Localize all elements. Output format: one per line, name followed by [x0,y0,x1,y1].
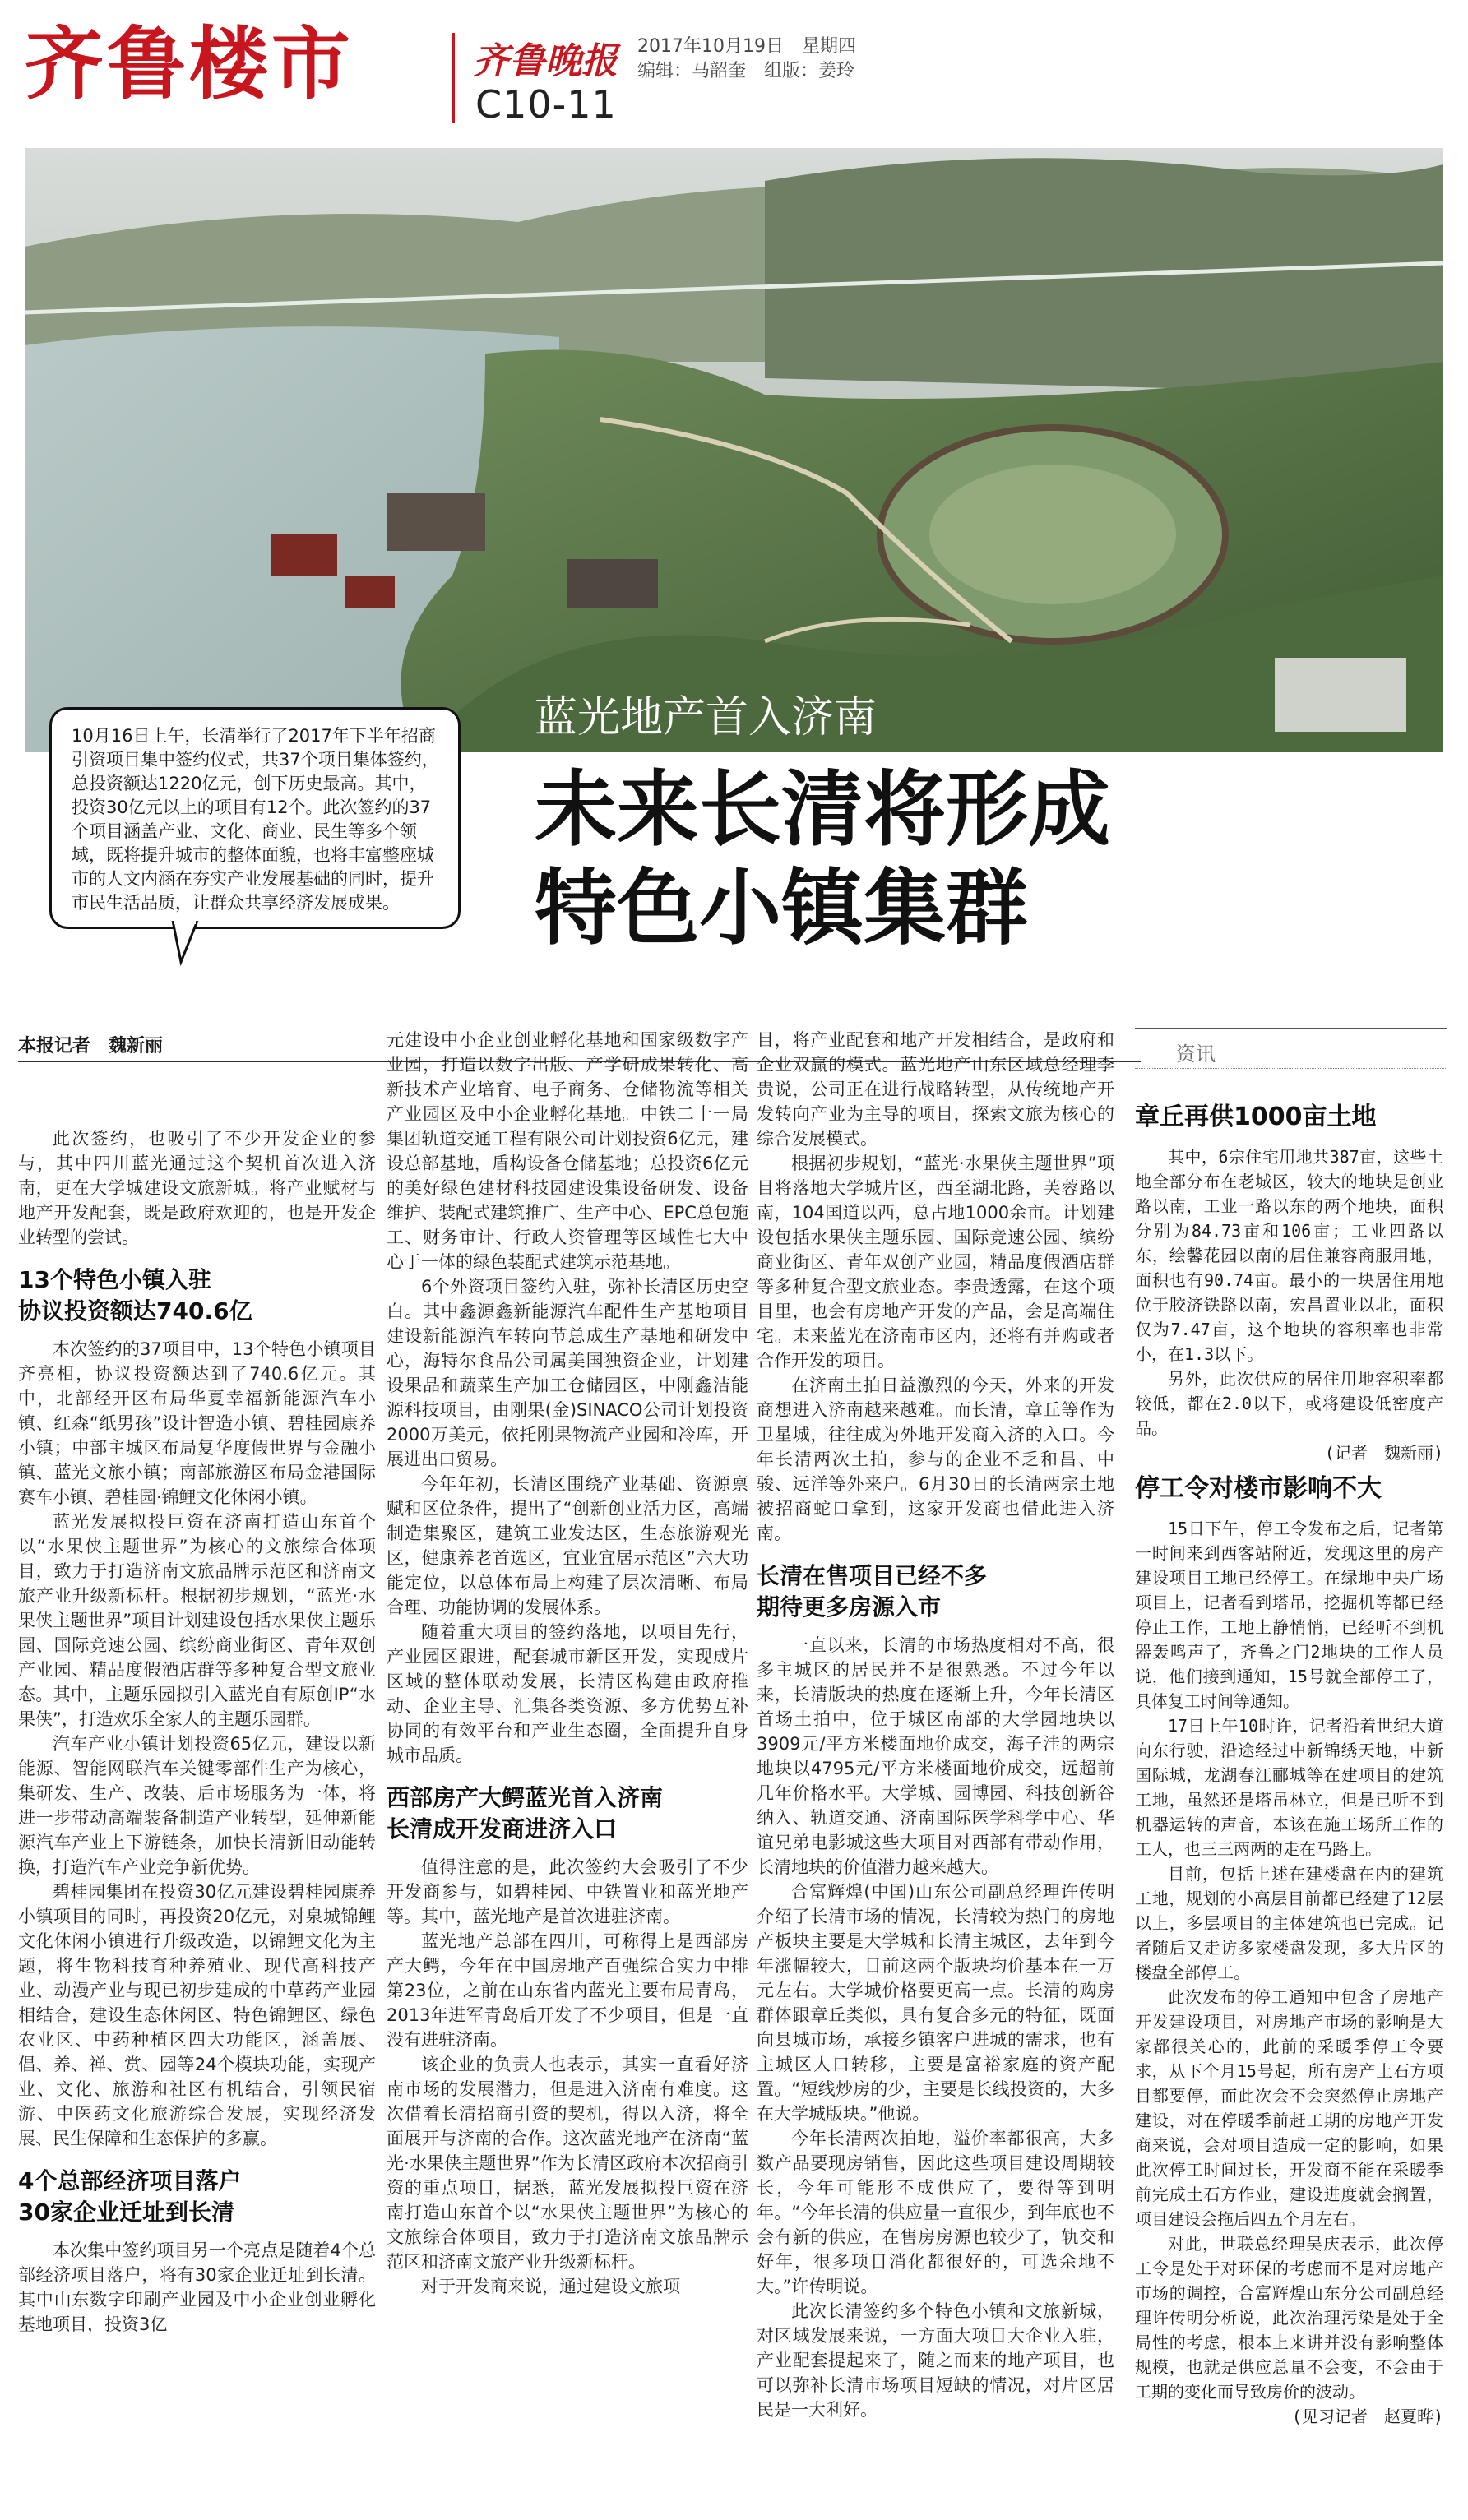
issue-weekday: 星期四 [801,36,856,57]
paragraph: 15日下午，停工令发布之后，记者第一时间来到西客站附近，发现这里的房产建设项目工地已经停工。在绿地中央广场项目上，记者看到塔吊，挖掘机等都已经停止工作，工地上静悄悄，已经听不到机器轰鸣声了，齐鲁之门2地块的工作人员说，他们接到通知，15号就全部停工了，具体复工时间等通知。 [1135,1519,1443,1711]
issue-date: 2017年10月19日 [637,36,784,57]
paragraph: 6个外资项目签约入驻，弥补长清区历史空白。其中鑫源鑫新能源汽车配件生产基地项目建设新能源汽车转向节总成生产基地和研发中心，海特尔食品公司属美国独资企业，计划建设果品和蔬菜生产加工仓储园区，中刚鑫洁能源科技项目，由刚果(金)SINACO公司计划投资2000万美元，依托刚果物流产业园和冷库，开展进出口贸易。 [387,1277,748,1469]
subheading [387,1782,748,1845]
aerial-photo-illustration [25,148,1443,752]
callout-tail [164,921,214,970]
paragraph: 根据初步规划，“蓝光·水果侠主题世界”项目将落地大学城片区，西至湖北路，芙蓉路以南，104国道以西，总占地1000余亩。计划建设包括水果侠主题乐园、国际竞速公园、缤纷商业街区、青年双创产业园，精品度假酒店群等多种复合型文旅业态。李贵透露，在这个项目里，也会有房地产开发的产品，会是高端住宅。未来蓝光在济南市区内，还将有并购或者合作开发的项目。 [757,1154,1114,1371]
headline-kicker: 蓝光地产首入济南 [535,693,878,742]
sidebar-label: 资讯 [1176,1043,1216,1066]
sidebar-signature-1: (记者 魏新丽) [1324,1443,1443,1463]
layout-credit: 组版：姜玲 [764,61,855,81]
paragraph: 该企业的负责人也表示，其实一直看好济南市场的发展潜力，但是进入济南有难度。这次借着长清招商引资的契机，得以入济，将全面展开与济南的合作。这次蓝光地产在济南“蓝光·水果侠主题世界”作为长清区政府本次招商引资的重点项目，据悉，蓝光发展拟投巨资在济南打造山东首个以“水果侠主题世界”为核心的文旅综合体项目，致力于打造济南文旅品牌示范区和济南文旅产业升级新标杆。 [387,2055,748,2272]
header-divider [452,33,455,123]
paragraph: 另外，此次供应的居住用地容积率都较低，都在2.0以下，或将建设低密度产品。 [1135,1369,1443,1438]
editor-credit: 编辑：马韶奎 [637,61,747,81]
sidebar-title-2: 停工令对楼市影响不大 [1135,1474,1382,1503]
summary-callout: 10月16日上午，长清举行了2017年下半年招商引资项目集中签约仪式，共37个项目集体签约，总投资额达1220亿元，创下历史最高。其中，投资30亿元以上的项目有12个。此次签约的37个项目涵盖产业、文化、商业、民生等多个领域，既将提升城市的整体面貌，也将丰富整座城市的人文内涵在夯实产业发展基础的同时，提升市民生活品质，让群众共享经济发展成果。 [49,707,461,929]
paragraph: 目，将产业配套和地产开发相结合，是政府和企业双赢的模式。蓝光地产山东区域总经理李贵说，公司正在进行战略转型，从传统地产开发转向产业为主导的项目，探索文旅为核心的综合发展模式。 [757,1030,1114,1149]
paragraph: 本次集中签约项目另一个亮点是随着4个总部经济项目落户，将有30家企业迁址到长清。其中山东数字印刷产业园及中小企业创业孵化基地项目，投资3亿 [18,2240,376,2334]
subheading-line: 长清在售项目已经不多 期待更多房源入市 [757,1562,988,1621]
header-meta [637,35,874,84]
paragraph: 随着重大项目的签约落地，以项目先行，产业园区跟进，配套城市新区开发，实现成片区域的整体联动发展，长清区构建由政府推动、企业主导、汇集各类资源、多方优势互补协同的有效平台和产业生态圈，全面提升自身城市品质。 [387,1622,748,1765]
subheading-line: 西部房产大鳄蓝光首入济南 长清成开发商进济入口 [387,1784,664,1843]
paragraph: 其中，6宗住宅用地共387亩，这些土地全部分布在老城区，较大的地块是创业路以南，工业一路以东的两个地块，面积分别为84.73亩和106亩；工业四路以东，绘馨花园以南的居住兼容商服用地，面积也有90.74亩。最小的一块居住用地位于胶济铁路以南，宏昌置业以北，面积仅为7.47亩，这个地块的容积率也非常小，在1.3以下。 [1135,1147,1443,1364]
paragraph: 此次签约，也吸引了不少开发企业的参与，其中四川蓝光通过这个契机首次进入济南，更在大学城建设文旅新城。将产业赋材与地产开发配套，既是政府欢迎的，也是开发企业转型的尝试。 [18,1129,376,1247]
masthead-title: 齐鲁楼市 [25,18,354,110]
paragraph: 蓝光发展拟投巨资在济南打造山东首个以“水果侠主题世界”为核心的文旅综合体项目，致力于打造济南文旅品牌示范区和济南文旅产业升级新标杆。根据初步规划，“蓝光·水果侠主题世界”项目计划建设包括水果侠主题乐园、国际竞速公园、缤纷商业街区、青年双创产业园、精品度假酒店群等多种复合型文旅业态。其中，主题乐园拟引入蓝光自有原创IP“水果侠”，打造欢乐全家人的主题乐园群。 [18,1512,376,1729]
article-column-2 [387,1028,748,2299]
paragraph: 蓝光地产总部在四川，可称得上是西部房产大鳄，今年在中国房地产百强综合实力中排第23位，之前在山东省内蓝光主要布局青岛，2013年进军青岛后开发了不少项目，但是一直没有进驻济南。 [387,1931,748,2050]
paragraph: 今年长清两次拍地，溢价率都很高，大多数产品要现房销售，因此这些项目建设周期较长，今年可能形不成供应了，要得等到明年。“今年长清的供应量一直很少，到年底也不会有新的供应，在售房房源也较少了，轨交和好年，很多项目消化都很好的，可选余地不大。”许传明说。 [757,2129,1114,2296]
paragraph: 值得注意的是，此次签约大会吸引了不少开发商参与，如碧桂园、中铁置业和蓝光地产等。其中，蓝光地产是首次进驻济南。 [387,1857,748,1926]
headline [535,761,1110,958]
paragraph: 一直以来，长清的市场热度相对不高，很多主城区的居民并不是很熟悉。不过今年以来，长清版块的热度在逐渐上升，今年长清区首场土拍中，位于城区南部的大学园地块以3909元/平方米楼面地价成交，海子洼的两宗地块以4795元/平方米楼面地价成交，远超前几年价格水平。大学城、园博园、科技创新谷纳入、轨道交通、济南国际医学科学中心、华谊兄弟电影城这些大项目对西部有带动作用，长清地块的价值潜力越来越大。 [757,1635,1114,1877]
subheading [18,1265,376,1327]
subheading [18,2166,376,2228]
paragraph: 合富辉煌(中国)山东公司副总经理许传明介绍了长清市场的情况，长清较为热门的房地产板块主要是大学城和长清主城区，去年到今年涨幅较大，目前这两个版块均价基本在一万元左右。大学城价格要更高一点。长清的购房群体跟章丘类似，具有复合多元的特征，既面向县城市场，承接乡镇客户进城的需求，也有主城区人口转移，主要是富裕家庭的资产配置。“短线炒房的少，主要是长线投资的，大多在大学城版块。”他说。 [757,1882,1114,2124]
paragraph: 碧桂园集团在投资30亿元建设碧桂园康养小镇项目的同时，再投资20亿元，对泉城锦鲤文化休闲小镇进行升级改造，以锦鲤文化为主题，将生物科技育种养殖业、现代高科技产业、动漫产业与现已初步建成的中草药产业园相结合，建设生态休闲区、特色锦鲤区、绿色农业区、中药种植区四大功能区，涵盖展、倡、养、禅、赏、园等24个模块功能，实现产业、文化、旅游和社区有机结合，引领民宿游、中医药文化旅游综合发展，实现经济发展、民生保障和生态保护的多赢。 [18,1882,376,2148]
paragraph: 在济南土拍日益激烈的今天，外来的开发商想进入济南越来越难。而长清，章丘等作为卫星城，往往成为外地开发商入济的入口。今年长清两次土拍，参与的企业不乏和昌、中骏、远洋等外来户。6月30日的长清两宗土地被招商蛇口拿到，这家开发商也借此进入济南。 [757,1376,1114,1543]
article-column-3 [757,1028,1114,2422]
paragraph: 今年年初，长清区围绕产业基础、资源禀赋和区位条件，提出了“创新创业活力区，高端制造集聚区，建筑工业发达区，生态旅游观光区，健康养老首选区，宜业宜居示范区”六大功能定位，以总体布局上构建了层次清晰、布局合理、功能协调的发展体系。 [387,1474,748,1617]
newspaper-logo: 齐鲁晚报 [473,40,618,82]
paragraph: 目前，包括上述在建楼盘在内的建筑工地，规划的小高层目前都已经建了12层以上，多层项目的主体建筑也已完成。记者随后又走访多家楼盘发现，多大片区的楼盘全部停工。 [1135,1864,1443,1982]
sidebar-signature-2: (见习记者 赵夏晔) [1291,2407,1443,2426]
aerial-photo [25,148,1443,752]
paragraph: 汽车产业小镇计划投资65亿元，建设以新能源、智能网联汽车关键零部件生产为核心，集研发、生产、改装、后市场服务为一体，将进一步带动高端装备制造产业转型，延伸新能源汽车产业上下游链条，加快长清新旧动能转换，打造汽车产业竞争新优势。 [18,1734,376,1877]
subheading-line: 13个特色小镇入驻 协议投资额达740.6亿 [18,1266,252,1325]
sidebar-title-1: 章丘再供1000亩土地 [1135,1103,1377,1131]
page-number: C10-11 [475,82,617,127]
headline-line-1: 未来长清将形成 [535,761,1110,858]
paragraph: 此次发布的停工通知中包含了房地产开发建设项目，对房地产市场的影响是大家都很关心的，此前的采暖季停工令要求，从下个月15号起，所有房产土石方项目都要停，而此次会不会突然停止房地产建设，对在停暖季前赶工期的房地产开发商来说，会对项目造成一定的影响，如果此次停工时间过长，开发商不能在采暖季前完成土石方作业，建设进度就会搁置，项目建设会拖后四五个月左右。 [1135,1987,1443,2229]
subheading [757,1561,1114,1623]
paragraph: 对此，世联总经理吴庆表示，此次停工令是处于对环保的考虑而不是对房地产市场的调控，合富辉煌山东分公司副总经理许传明分析说，此次治理污染是处于全局性的考虑，根本上来讲并没有影响整体规模，也就是供应总量不会变，不会由于工期的变化而导致房价的波动。 [1135,2234,1443,2402]
paragraph: 此次长清签约多个特色小镇和文旅新城，对区域发展来说，一方面大项目大企业入驻，产业配套提起来了，随之而来的地产项目，也可以弥补长清市场项目短缺的情况，对片区居民是一大利好。 [757,2301,1114,2420]
paragraph: 对于开发商来说，通过建设文旅项 [421,2277,680,2296]
paragraph: 17日上午10时许，记者沿着世纪大道向东行驶，沿途经过中新锦绣天地，中新国际城，龙湖春江郦城等在建项目的建筑工地，虽然还是塔吊林立，但是已听不到机器运转的声音，本该在施工场所工作的工人，也三三两两的走在马路上。 [1135,1716,1443,1859]
headline-line-2: 特色小镇集群 [535,860,1028,956]
sidebar-column [1135,1094,1443,2429]
byline: 本报记者 魏新丽 [18,1036,164,1057]
paragraph: 本次签约的37项目中，13个特色小镇项目齐亮相，协议投资额达到了740.6亿元。其中，北部经开区布局华夏幸福新能源汽车小镇、红森“纸男孩”设计智造小镇、碧桂园康养小镇；中部主城区布局复华度假世界与金融小镇、蓝光文旅小镇；南部旅游区布局金港国际赛车小镇、碧桂园·锦鲤文化休闲小镇。 [18,1339,376,1507]
subheading-line: 4个总部经济项目落户 30家企业迁址到长清 [18,2167,242,2226]
article-column-1 [18,1126,376,2337]
paragraph: 元建设中小企业创业孵化基地和国家级数字产业园，打造以数字出版、产学研成果转化、高新技术产业培育、电子商务、仓储物流等相关产业园区及中小企业孵化基地。中铁二十一局集团轨道交通工程有限公司计划投资6亿元，建设总部基地，盾构设备仓储基地；总投资6亿元的美好绿色建材科技园建设集设备研发、设备维护、装配式建筑推广、生产中心、EPC总包施工、财务审计、行政人资管理等区域性七大中心于一体的绿色装配式建筑示范基地。 [387,1030,748,1272]
